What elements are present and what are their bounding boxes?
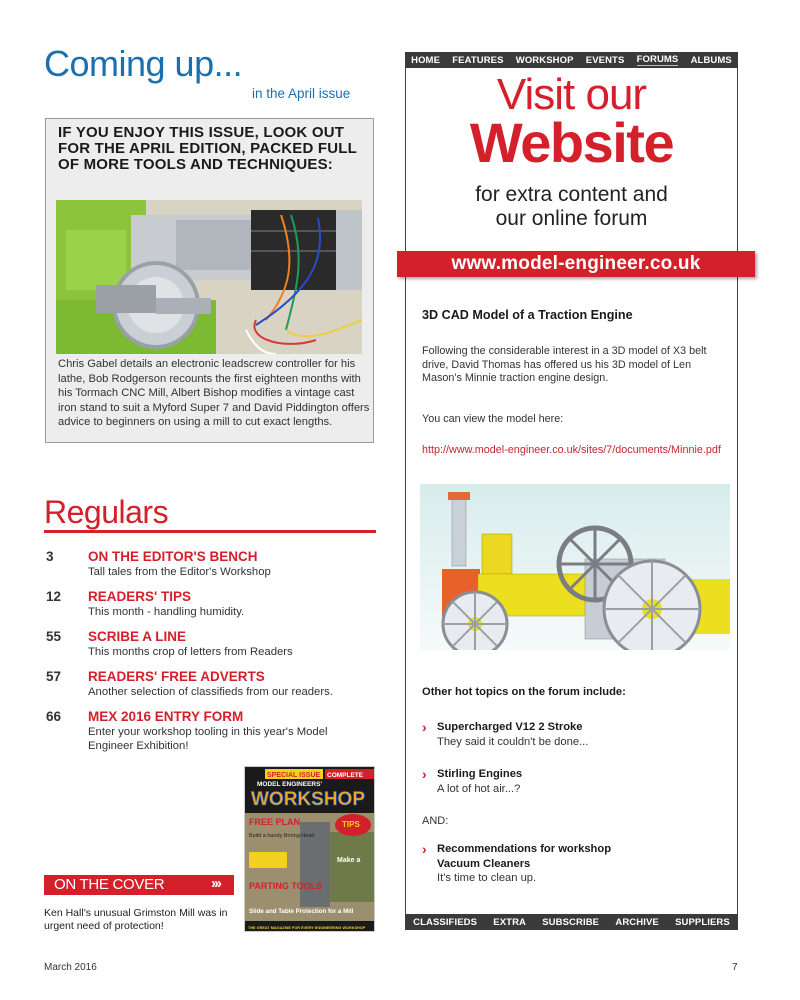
svg-text:Make a: Make a bbox=[337, 857, 361, 864]
regulars-divider bbox=[44, 530, 376, 533]
nav-archive[interactable]: ARCHIVE bbox=[615, 916, 659, 928]
page-number: 57 bbox=[46, 669, 62, 684]
extra-line-1: for extra content and bbox=[475, 183, 668, 206]
page-number: 12 bbox=[46, 589, 62, 604]
preview-heading: IF YOU ENJOY THIS ISSUE, LOOK OUT FOR THE APRIL EDITION, PACKED FULL OF MORE TOOLS AND TECHNIQUES: bbox=[58, 124, 357, 173]
leadscrew-photo bbox=[56, 200, 362, 354]
svg-text:Build a handy Boring Head: Build a handy Boring Head bbox=[249, 833, 315, 839]
svg-text:COMPLETE: COMPLETE bbox=[327, 772, 364, 779]
website-heading: Website bbox=[469, 111, 674, 174]
regular-desc: Tall tales from the Editor's Workshop bbox=[88, 566, 271, 578]
on-the-cover-label: ON THE COVER bbox=[54, 876, 165, 893]
hot-topics-title: Other hot topics on the forum include: bbox=[422, 686, 626, 698]
nav-extra[interactable]: EXTRA bbox=[493, 916, 526, 928]
nav-subscribe[interactable]: SUBSCRIBE bbox=[542, 916, 600, 928]
preview-text: Chris Gabel details an electronic leadscrew controller for his lathe, Bob Rodgerson recounts the first eighteen months with his Tormach CNC Mill, Albert Bishop modifies a vintage cast iron stand to suit a Myford Super 7 and David Piddington offers advice to beginners on using a mill to cut exact lengths. bbox=[58, 358, 370, 429]
regular-item[interactable] bbox=[44, 629, 384, 669]
page-number: 66 bbox=[46, 709, 62, 724]
nav-home[interactable]: HOME bbox=[411, 54, 441, 66]
topic-title: Supercharged V12 2 Stroke bbox=[437, 721, 583, 733]
cad-model-body: Following the considerable interest in a 3D model of X3 belt drive, David Thomas has offered us his 3D model of Len Mason's Minnie traction engine design. bbox=[422, 345, 707, 385]
regular-title: MEX 2016 ENTRY FORM bbox=[88, 709, 244, 724]
on-the-cover-banner bbox=[44, 875, 234, 895]
svg-text:FREE PLAN: FREE PLAN bbox=[249, 817, 301, 827]
regular-item[interactable] bbox=[44, 589, 384, 629]
website-bottom-nav bbox=[405, 914, 738, 930]
chevron-right-icon: › bbox=[422, 766, 427, 782]
nav-workshop[interactable]: WORKSHOP bbox=[515, 54, 574, 66]
svg-text:Slide and Table Protection for: Slide and Table Protection for a Mill bbox=[249, 908, 354, 915]
regular-desc: This months crop of letters from Readers bbox=[88, 646, 293, 658]
coming-up-title: Coming up... bbox=[44, 43, 243, 84]
topic-desc: They said it couldn't be done... bbox=[437, 736, 589, 748]
svg-text:TIPS: TIPS bbox=[342, 820, 360, 829]
svg-text:THE GREAT MAGAZINE FOR EVERY E: THE GREAT MAGAZINE FOR EVERY ENGINEERING WORKSHOP bbox=[248, 926, 366, 930]
regular-desc: Another selection of classifieds from our readers. bbox=[88, 686, 333, 698]
nav-events[interactable]: EVENTS bbox=[585, 54, 625, 66]
regulars-title: Regulars bbox=[44, 494, 169, 530]
and-label: AND: bbox=[422, 815, 449, 827]
page-number: 3 bbox=[46, 549, 54, 564]
svg-text:WORKSHOP: WORKSHOP bbox=[251, 789, 365, 810]
cad-view-label: You can view the model here: bbox=[422, 413, 564, 425]
chevrons-right-icon: ››› bbox=[211, 875, 220, 892]
regular-item[interactable] bbox=[44, 669, 384, 709]
regular-title: ON THE EDITOR'S BENCH bbox=[88, 549, 258, 564]
regular-title: SCRIBE A LINE bbox=[88, 629, 187, 644]
topic-title-line-2: Vacuum Cleaners bbox=[437, 858, 531, 870]
topic-desc: It's time to clean up. bbox=[437, 872, 537, 884]
regular-item[interactable] bbox=[44, 549, 384, 589]
nav-forums[interactable]: FORUMS bbox=[636, 54, 679, 65]
topic-title: Stirling Engines bbox=[437, 768, 523, 780]
extra-line-2: our online forum bbox=[495, 207, 648, 230]
regular-desc: This month - handling humidity. bbox=[88, 606, 245, 618]
nav-suppliers[interactable]: SUPPLIERS bbox=[675, 916, 730, 928]
issue-date: March 2016 bbox=[44, 962, 97, 973]
svg-text:SPECIAL ISSUE: SPECIAL ISSUE bbox=[267, 772, 321, 779]
cad-model-link[interactable]: http://www.model-engineer.co.uk/sites/7/documents/Minnie.pdf bbox=[422, 444, 721, 456]
topic-desc: A lot of hot air...? bbox=[437, 783, 521, 795]
regular-item[interactable] bbox=[44, 709, 384, 752]
regulars-list bbox=[44, 549, 384, 752]
topic-title-line-1: Recommendations for workshop bbox=[437, 843, 612, 855]
nav-classifieds[interactable]: CLASSIFIEDS bbox=[413, 916, 478, 928]
svg-text:MODEL ENGINEERS': MODEL ENGINEERS' bbox=[257, 781, 322, 788]
traction-engine-image bbox=[420, 484, 730, 650]
page-number-footer: 7 bbox=[732, 962, 738, 973]
page-number: 55 bbox=[46, 629, 62, 644]
regular-title: READERS' FREE ADVERTS bbox=[88, 669, 265, 684]
nav-features[interactable]: FEATURES bbox=[452, 54, 504, 66]
regular-desc: Enter your workshop tooling in this year's Model Engineer Exhibition! bbox=[88, 726, 328, 752]
nav-albums[interactable]: ALBUMS bbox=[690, 54, 732, 66]
coming-up-subtitle: in the April issue bbox=[252, 86, 351, 101]
cover-description: Ken Hall's unusual Grimston Mill was in urgent need of protection! bbox=[44, 907, 228, 932]
website-top-nav bbox=[405, 52, 738, 68]
magazine-cover-image bbox=[244, 766, 375, 932]
website-url-link[interactable]: www.model-engineer.co.uk bbox=[397, 251, 755, 277]
cad-model-title: 3D CAD Model of a Traction Engine bbox=[422, 308, 633, 322]
chevron-right-icon: › bbox=[422, 841, 427, 857]
chevron-right-icon: › bbox=[422, 719, 427, 735]
visit-our-heading: Visit our bbox=[496, 70, 647, 119]
svg-text:PARTING TOOLS: PARTING TOOLS bbox=[249, 881, 323, 891]
extra-content-text bbox=[405, 183, 738, 231]
regular-title: READERS' TIPS bbox=[88, 589, 191, 604]
april-preview-box bbox=[45, 118, 374, 443]
